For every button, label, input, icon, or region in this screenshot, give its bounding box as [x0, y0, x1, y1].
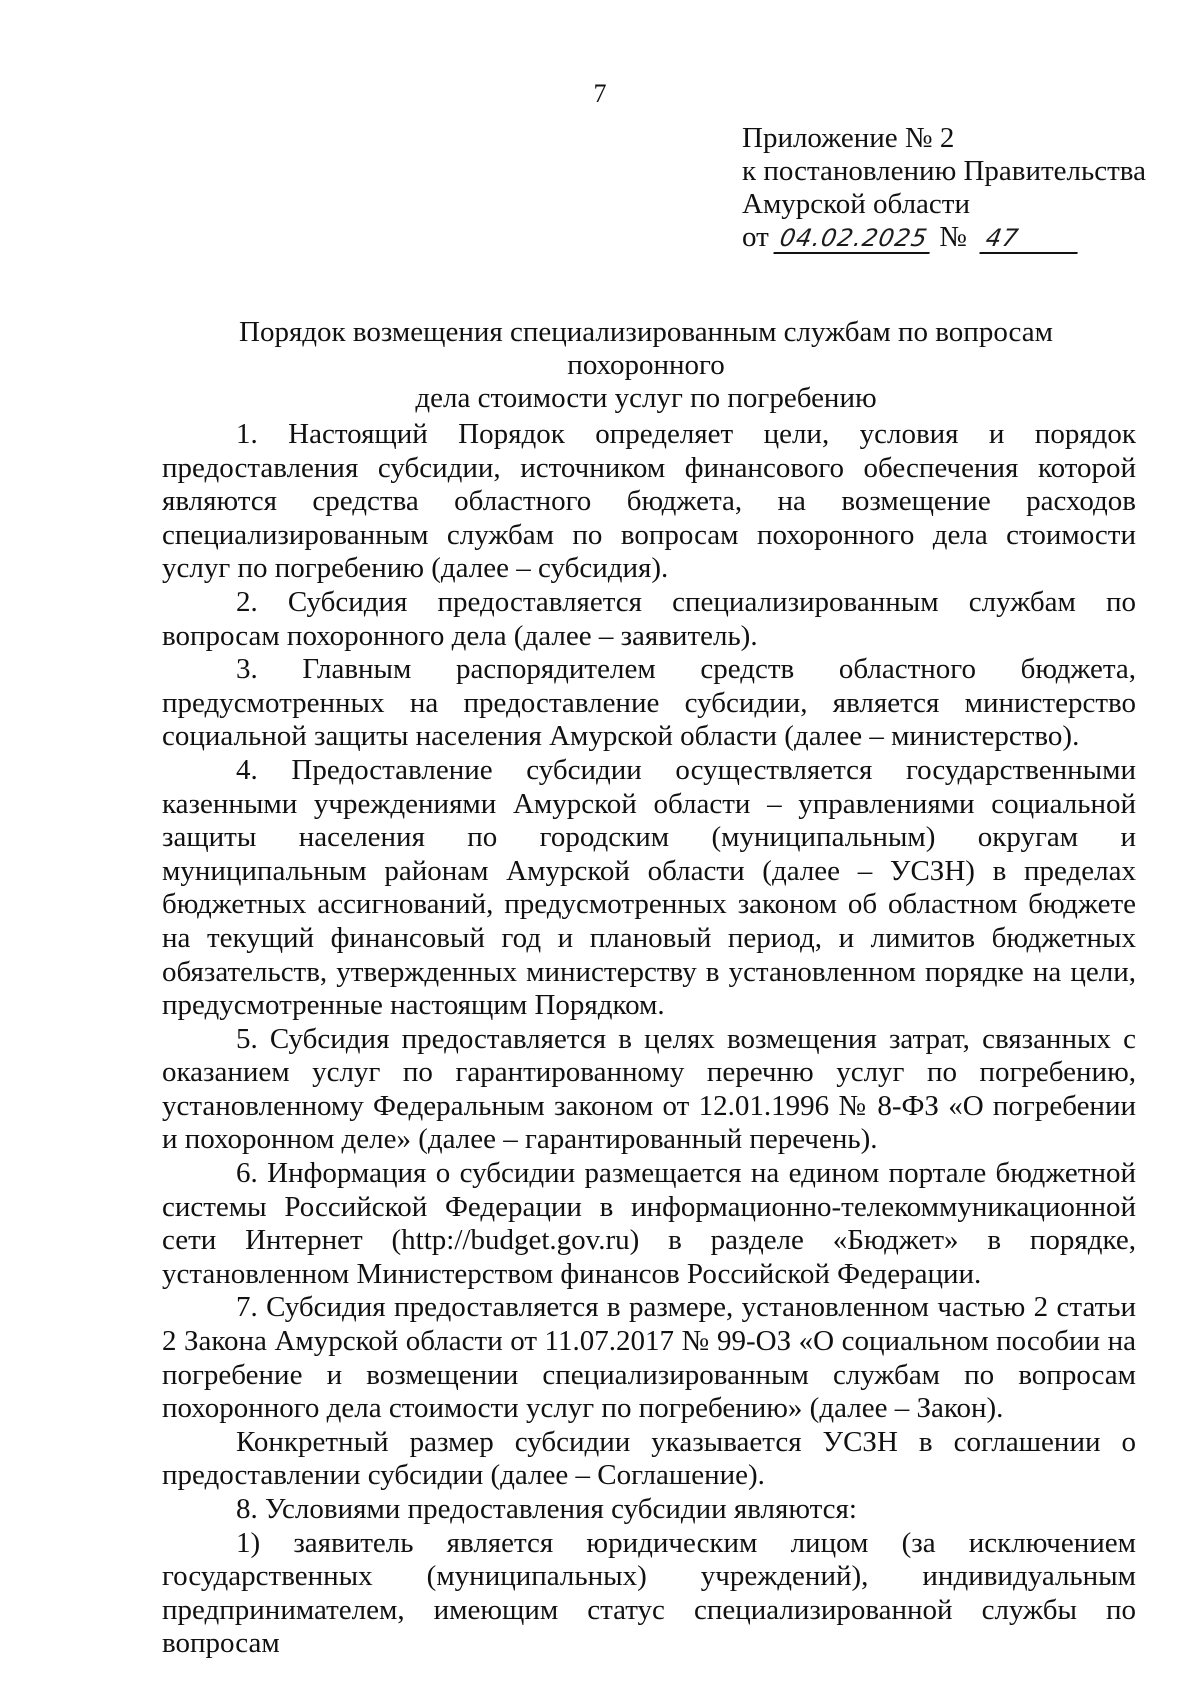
- page-number: 7: [593, 79, 607, 108]
- appendix-region: Амурской области: [742, 188, 970, 220]
- document-body: [162, 418, 1136, 1661]
- paragraph-6: 6. Информация о субсидии размещается на едином портале бюджетной системы Российской Федерации в информационно-телекоммуникационной сети Интернет (http://budget.gov.ru) в разделе «Бюджет» в порядке, установленном Министерством финансов Российской Федерации.: [162, 1157, 1136, 1290]
- paragraph-7-note: Конкретный размер субсидии указывается УСЗН в соглашении о предоставлении субсидии (далее – Соглашение).: [162, 1425, 1136, 1492]
- paragraph-8-item-1: 1) заявитель является юридическим лицом (за исключением государственных (муниципальных) учреждений), индивидуальным предпринимателем, имеющим статус специализированной службы по вопросам: [162, 1526, 1136, 1660]
- paragraph-1: 1. Настоящий Порядок определяет цели, условия и порядок предоставления субсидии, источником финансового обеспечения которой являются средства областного бюджета, на возмещение расходов специализированным службам по вопросам похоронного дела стоимости услуг по погребению (далее – субсидия).: [162, 418, 1136, 585]
- document-title: [160, 316, 1132, 415]
- paragraph-2: 2. Субсидия предоставляется специализированным службам по вопросам похоронного дела (далее – заявитель).: [162, 585, 1136, 652]
- appendix-block: [742, 122, 1146, 254]
- handwritten-date: 04.02.2025: [773, 224, 934, 254]
- paragraph-5: 5. Субсидия предоставляется в целях возмещения затрат, связанных с оказанием услуг по гарантированному перечню услуг по погребению, установленному Федеральным законом от 12.01.1996 № 8-ФЗ «О погребении и похоронном деле» (далее – гарантированный перечень).: [162, 1022, 1136, 1156]
- paragraph-7: 7. Субсидия предоставляется в размере, установленном частью 2 статьи 2 Закона Амурской области от 11.07.2017 № 99-ОЗ «О социальном пособии на погребение и возмещении специализированным службам по вопросам похоронного дела стоимости услуг по погребению» (далее – Закон).: [162, 1291, 1136, 1425]
- paragraph-3: 3. Главным распорядителем средств областного бюджета, предусмотренных на предоставление субсидии, является министерство социальной защиты населения Амурской области (далее – министерство).: [162, 653, 1136, 753]
- title-line-2: дела стоимости услуг по погребению: [415, 382, 877, 414]
- paragraph-8: 8. Условиями предоставления субсидии являются:: [236, 1493, 857, 1525]
- appendix-reference: к постановлению Правительства: [742, 155, 1146, 187]
- paragraph-4: 4. Предоставление субсидии осуществляется государственными казенными учреждениями Амурской области – управлениями социальной защиты населения по городским (муниципальным) округам и муниципальным районам Амурской области (далее – УСЗН) в пределах бюджетных ассигнований, предусмотренных законом об областном бюджете на текущий финансовый год и плановый период, и лимитов бюджетных обязательств, утвержденных министерству в установленном порядке на цели, предусмотренные настоящим Порядком.: [162, 753, 1136, 1022]
- handwritten-number: 47: [980, 224, 1083, 254]
- appendix-title: Приложение № 2: [742, 122, 955, 154]
- number-label: №: [939, 221, 967, 253]
- title-line-1: Порядок возмещения специализированным службам по вопросам похоронного: [239, 316, 1053, 381]
- appendix-date-line: [742, 221, 1146, 254]
- date-prefix: от: [742, 221, 769, 253]
